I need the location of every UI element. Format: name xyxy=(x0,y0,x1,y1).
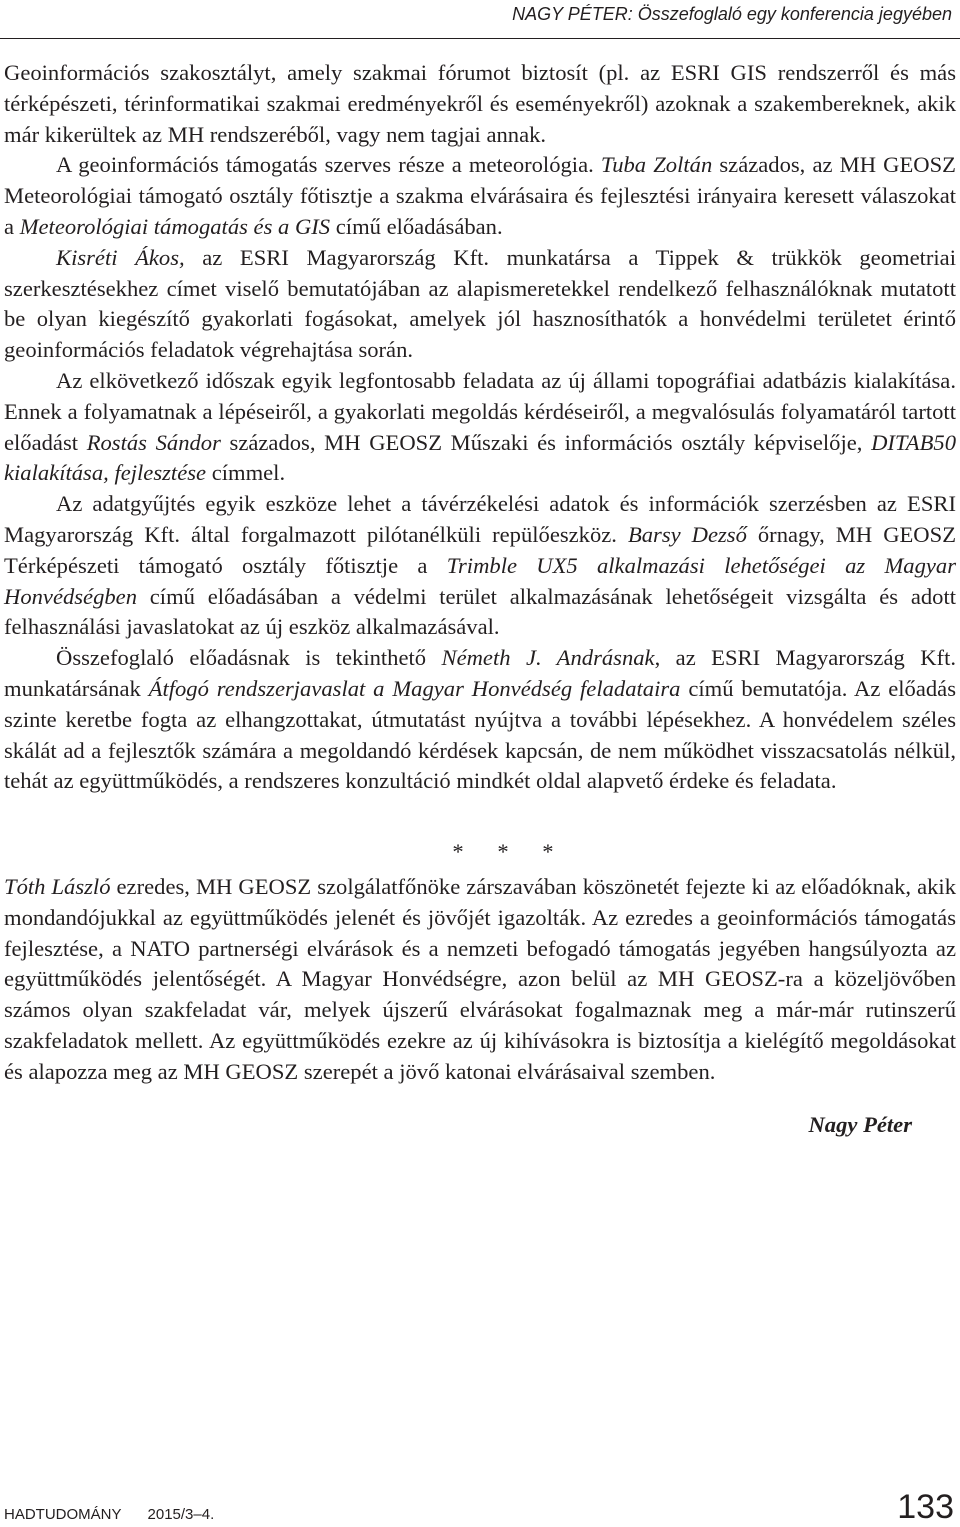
paragraph xyxy=(4,643,956,797)
talk-title: Trimble UX5 alkalmazási lehetőségei az Magyar Honvédségben xyxy=(4,552,956,609)
article-body xyxy=(4,58,956,1140)
running-head: NAGY PÉTER: Összefoglaló egy konferencia jegyében xyxy=(512,4,952,24)
page-number: 133 xyxy=(897,1488,954,1526)
paragraph-text: , az ESRI Magyarország Kft. munkatársának xyxy=(4,645,956,701)
section-gap xyxy=(4,797,956,827)
paragraph-text: Geoinformációs szakosztályt, amely szakmai fórumot biztosít (pl. az ESRI GIS rendszerről és más térképészeti, térinformatikai szakmai eredményekről és eseményekről) azoknak a szakembereknek, akik már kikerültek az MH rendszeréből, vagy nem tagjai annak. xyxy=(4,60,956,147)
paragraph-text: című előadásában. xyxy=(330,213,503,239)
paragraph-text: című előadásában a védelmi terület alkalmazásának lehetőségeit vizsgálta és adott felhasználási javaslatokat az új eszköz alkalmazásával. xyxy=(4,583,956,640)
journal-name: HADTUDOMÁNY xyxy=(4,1506,122,1523)
talk-title: DITAB50 kialakítása, fejlesztése xyxy=(4,429,956,486)
paragraph-text: százados, az MH GEOSZ Meteorológiai támogató osztály főtisztje a szakma elvárásaira és fejlesztési irányaira keresett válaszokat a xyxy=(4,152,956,239)
talk-title: Meteorológiai támogatás és a GIS xyxy=(19,213,331,239)
closing-paragraph xyxy=(4,872,956,1088)
person-name: Barsy Dezső xyxy=(627,521,747,547)
paragraph-text: ezredes, MH GEOSZ szolgálatfőnöke zárszavában köszönetét fejezte ki az előadóknak, akik mondandójukkal az együttműködés jelenét és jövőjét igazolták. Az ezredes a geoinformációs támogatás fejlesztése, a NATO partnerségi elvárások és a nemzeti befogadó támogatás jegyében hangsúlyozta az együttműködés jelentőségét. A Magyar Honvédségre, azon belül az MH GEOSZ-ra a közeljövőben számos olyan szakfeladat vár, melyek újszerű elvárásokat fogalmaznak meg a már-már rutinszerű szakfeladatok mellett. Az együttműködés ezekre az új kihívásokra is biztosítja a kielégítő megoldásokat és alapozza meg az MH GEOSZ szerepét a jövő katonai elvárásaival szemben. xyxy=(4,873,957,1084)
author-signature: Nagy Péter xyxy=(808,1111,912,1137)
paragraph-text: százados, MH GEOSZ Műszaki és információs osztály képviselője, xyxy=(220,429,872,455)
paragraph-text: című bemutatója. Az előadás szinte keretbe fogta az elhangzottakat, útmutatást nyújtva a további lépésekhez. A honvédelem széles skálát ad a fejlesztők számára a megoldandó kérdések kapcsán, de nem működhet visszacsatolás nélkül, tehát az együttműködés, a rendszeres konzultáció mindkét oldal alapvető érdeke és feladata. xyxy=(4,675,956,794)
paragraph xyxy=(4,366,956,489)
talk-title: Átfogó rendszerjavaslat a Magyar Honvédség feladataira xyxy=(148,675,681,701)
paragraph xyxy=(4,243,956,366)
paragraph-text: őrnagy, MH GEOSZ Térképészeti támogató osztály főtisztje a xyxy=(4,521,956,578)
paragraph-text: A geoinformációs támogatás szerves része a meteorológia. xyxy=(56,152,601,178)
person-name: Tóth László xyxy=(4,873,111,899)
paragraph-text: az ESRI Magyarország Kft. munkatársa a Tippek & trükkök geometriai szerkesztésekhez címet viselő bemutatójában az alapismeretekkel rendelkező felhasználóknak mutatott be olyan kiegészítő gyakorlati fogásokat, amelyek jól hasznosíthatók a honvédelmi területet érintő geoinformációs feladatok végrehajtása során. xyxy=(4,244,956,363)
section-separator: * * * xyxy=(452,839,568,865)
paragraph xyxy=(4,58,956,150)
person-name: Tuba Zoltán xyxy=(600,152,713,178)
paragraph-text: Az elkövetkező időszak egyik legfontosabb feladata az új állami topográfiai adatbázis kialakítása. Ennek a folyamatnak a lépéseiről, a gyakorlati megoldás kérdéseiről, a megvalósulás folyamatáról tartott előadást xyxy=(4,367,956,455)
paragraph-text: címmel. xyxy=(206,460,286,486)
person-name: Kisréti Ákos, xyxy=(56,244,185,270)
footer-journal xyxy=(4,1506,214,1523)
paragraph-text: Az adatgyűjtés egyik eszköze lehet a távérzékelési adatok és információk szerzésben az ESRI Magyarország Kft. által forgalmazott pilótanélküli repülőeszköz. xyxy=(4,491,956,547)
issue-number: 2015/3–4. xyxy=(147,1506,215,1523)
paragraph-text: Összefoglaló előadásnak is tekinthető xyxy=(56,645,442,671)
paragraph xyxy=(4,489,956,643)
person-name: Németh J. Andrásnak xyxy=(441,645,655,671)
header-rule xyxy=(0,38,960,39)
paragraph xyxy=(4,150,956,242)
person-name: Rostás Sándor xyxy=(86,429,221,455)
